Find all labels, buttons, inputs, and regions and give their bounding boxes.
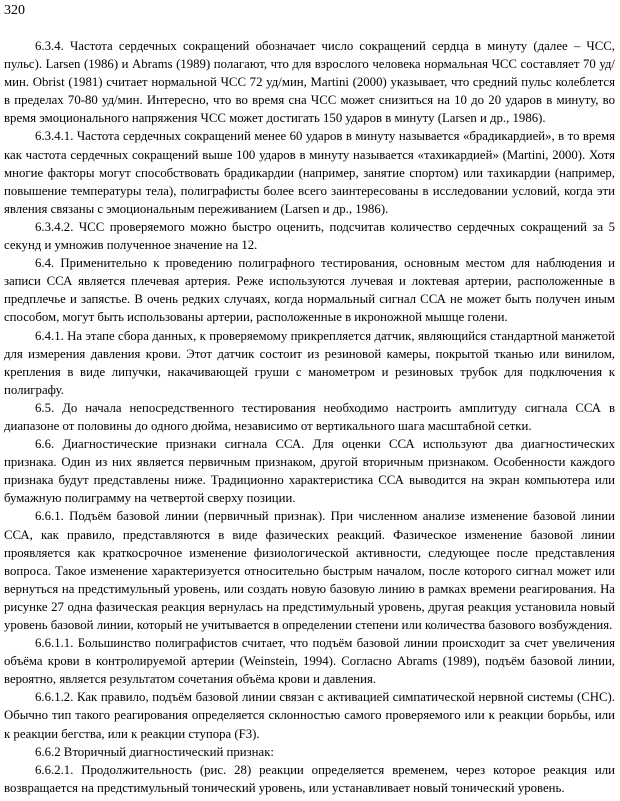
paragraph-6-3-4: 6.3.4. Частота сердечных сокращений обозначает число сокращений сердца в минуту (далее – ЧСС, пульс). Larsen (1986) и Abrams (1989) полагают, что для взрослого человека нормальная ЧСС составляет 70 уд/мин. Obrist (1981) считает нормальной ЧСС 72 уд/мин, Martini (2000) указывает, что средний пульс колеблется в пределах 70-80 уд/мин. Интересно, что во время сна ЧСС может снизиться на 10 до 20 ударов в минуту, во время эмоционального напряжения ЧСС может достигать 150 ударов в минуту (Larsen и др., 1986). <box>4 39 615 126</box>
paragraph-6-4-1: 6.4.1. На этапе сбора данных, к проверяемому прикрепляется датчик, являющийся стандартной манжетой для измерения давления крови. Этот датчик состоит из резиновой камеры, покрытой тканью или винилом, крепления в виде липучки, накачивающей груши с манометром и резиновых трубок для подключения к полиграфу. <box>4 328 615 397</box>
paragraph-6-4: 6.4. Применительно к проведению полиграфного тестирования, основным местом для наблюдения и записи ССА является плечевая артерия. Реже используются лучевая и локтевая артерии, расположенные в предплечье и запястье. В очень редких случаях, когда нормальный сигнал ССА не может быть получен иным способом, могут быть использованы артерии, расположенные в икроножной мышце голени. <box>4 256 615 325</box>
paragraph-6-6-1-2: 6.6.1.2. Как правило, подъём базовой линии связан с активацией симпатической нервной системы (СНС). Обычно тип такого реагирования определяется склонностью самого проверяемого или к реакции борьбы, или к реакции бегства, или к реакции ступора (F3). <box>4 690 615 741</box>
paragraph-6-6-1: 6.6.1. Подъём базовой линии (первичный признак). При численном анализе изменение базовой линии ССА, как правило, представляются в виде фазических реакций. Фазическое изменение базовой линии проявляется как краткосрочное изменение физиологической активности, следующее после представления вопроса. Такое изменение характеризуется относительно быстрым началом, после которого сигнал может или вернуться на предстимульный уровень, или создать новую базовую линию в рамках времени реагирования. На рисунке 27 одна фазическая реакция вернулась на предстимульный уровень, другая реакция установила новый уровень базовой линии, который не учитывается в определении степени или количества базового возбуждения. <box>4 509 615 632</box>
paragraph-6-3-4-1: 6.3.4.1. Частота сердечных сокращений менее 60 ударов в минуту называется «брадикардией», в то время как частота сердечных сокращений выше 100 ударов в минуту называется «тахикардией» (Martini, 2000). Хотя многие факторы могут способствовать брадикардии (например, занятие спортом) или тахикардии (например, повышение температуры тела), полиграфисты более всего заинтересованы в исследовании условий, когда эти явления связаны с эмоциональным переживанием (Larsen и др., 1986). <box>4 129 615 216</box>
page-number: 320 <box>4 3 25 18</box>
paragraph-6-6: 6.6. Диагностические признаки сигнала ССА. Для оценки ССА используют два диагностических признака. Один из них является первичным признаком, другой вторичным признаком. Особенности каждого признака будут представлены ниже. Традиционно характеристика ССА выводится на экран компьютера или бумажную полиграмму на четвертой сверху позиции. <box>4 437 615 506</box>
paragraph-6-6-2: 6.6.2 Вторичный диагностический признак: <box>35 744 274 759</box>
paragraph-6-5: 6.5. До начала непосредственного тестирования необходимо настроить амплитуду сигнала ССА в диапазоне от половины до одного дюйма, независимо от вертикального шага масштабной сетки. <box>4 400 615 433</box>
paragraph-6-3-4-2: 6.3.4.2. ЧСС проверяемого можно быстро оценить, подсчитав количество сердечных сокращений за 5 секунд и умножив полученное значение на 12. <box>4 219 615 253</box>
paragraph-6-6-1-1: 6.6.1.1. Большинство полиграфистов считает, что подъём базовой линии происходит за счет увеличения объёма крови в контролируемой артерии (Weinstein, 1994). Согласно Abrams (1989), подъём базовой линии, вероятно, является результатом сочетания объёма крови и давления. <box>4 636 615 687</box>
paragraph-6-6-2-1: 6.6.2.1. Продолжительность (рис. 28) реакции определяется временем, через которое реакция или возвращается на предстимульный тонический уровень, или устанавливает новый тонический уровень. <box>4 762 615 795</box>
